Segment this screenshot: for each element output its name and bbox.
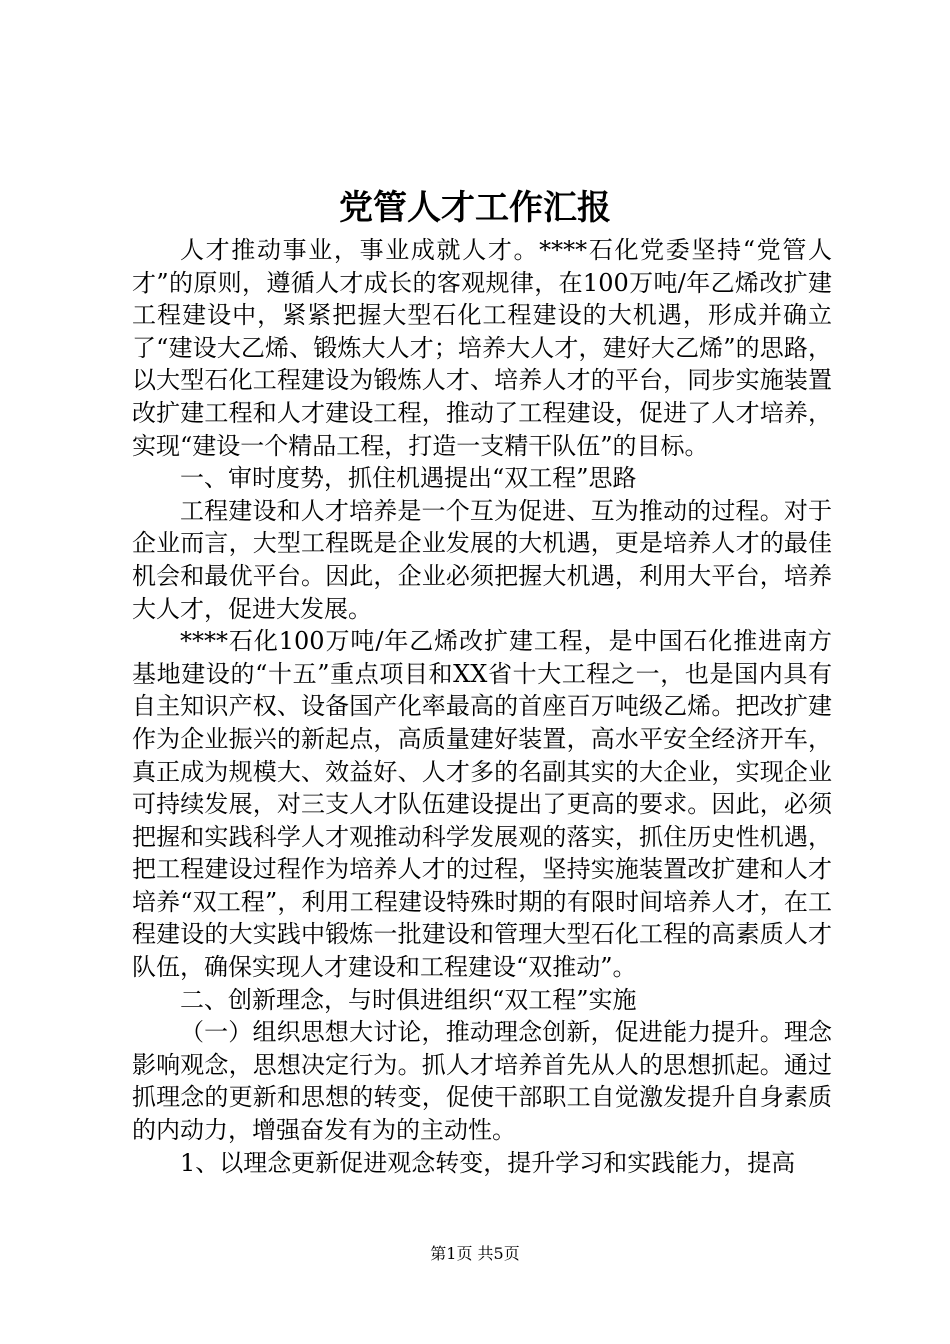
section-heading-1: 一、审时度势，抓住机遇提出“双工程”思路	[180, 464, 637, 493]
paragraph-3: ****石化100万吨/年乙烯改扩建工程，是中国石化推进南方基地建设的“十五”重点项目和XX省十大工程之一，也是国内具有自主知识产权、设备国产化率最高的首座百万吨级乙烯。把改扩建作为企业振兴的新起点，高质量建好装置，高水平安全经济开车，真正成为规模大、效益好、人才多的名副其实的大企业，实现企业可持续发展，对三支人才队伍建设提出了更高的要求。因此，必须把握和实践科学人才观推动科学发展观的落实，抓住历史性机遇，把工程建设过程作为培养人才的过程，坚持实施装置改扩建和人才培养“双工程”，利用工程建设特殊时期的有限时间培养人才，在工程建设的大实践中锻炼一批建设和管理大型石化工程的高素质人才队伍，确保实现人才建设和工程建设“双推动”。	[132, 627, 832, 982]
paragraph-6: 1、以理念更新促进观念转变，提升学习和实践能力，提高	[180, 1148, 796, 1177]
paragraph-intro: 人才推动事业，事业成就人才。****石化党委坚持“党管人才”的原则，遵循人才成长的客观规律，在100万吨/年乙烯改扩建工程建设中，紧紧把握大型石化工程建设的大机遇，形成并确立了“建设大乙烯、锻炼大人才；培养大人才，建好大乙烯”的思路，以大型石化工程建设为锻炼人才、培养人才的平台，同步实施装置改扩建工程和人才建设工程，推动了工程建设，促进了人才培养，实现“建设一个精品工程，打造一支精干队伍”的目标。	[132, 236, 832, 460]
paragraph-2: 工程建设和人才培养是一个互为促进、互为推动的过程。对于企业而言，大型工程既是企业发展的大机遇，更是培养人才的最佳机会和最优平台。因此，企业必须把握大机遇，利用大平台，培养大人才，促进大发展。	[132, 496, 832, 623]
document-title: 党管人才工作汇报	[339, 188, 611, 228]
page-footer: 第1页 共5页	[430, 1244, 520, 1263]
section-heading-2: 二、创新理念，与时俱进组织“双工程”实施	[180, 985, 637, 1014]
document-body	[132, 234, 832, 1179]
paragraph-5: （一）组织思想大讨论，推动理念创新，促进能力提升。理念影响观念，思想决定行为。抓人才培养首先从人的思想抓起。通过抓理念的更新和思想的转变，促使干部职工自觉激发提升自身素质的内动力，增强奋发有为的主动性。	[132, 1018, 832, 1145]
